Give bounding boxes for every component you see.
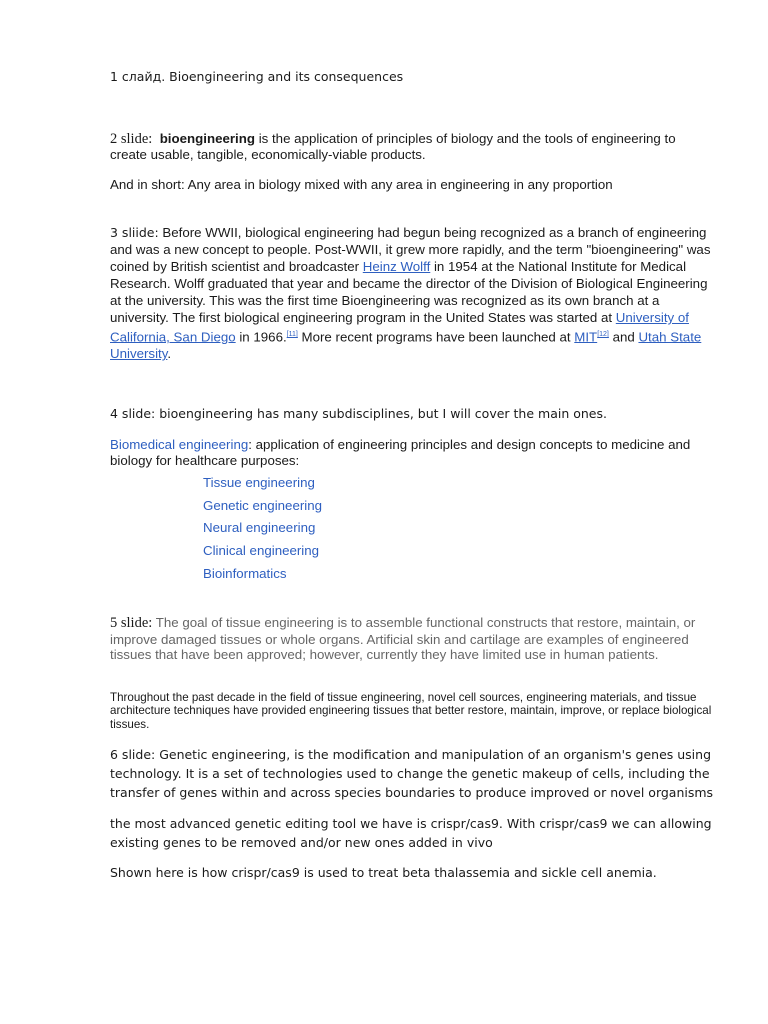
slide6-crispr: the most advanced genetic editing tool we have is crispr/cas9. With crispr/cas9 we can allowing existing genes to be removed and/or new ones added in vivo bbox=[110, 816, 712, 850]
slide5-label: 5 slide: bbox=[110, 615, 153, 631]
slide2-label: 2 slide: bbox=[110, 131, 153, 147]
slide5-text: The goal of tissue engineering is to assemble functional constructs that restore, maintain, or improve damaged tissues or whole organs. Artificial skin and cartilage are examples of engineered tissues that have been approved; however, currently they have limited use in human patients. bbox=[110, 615, 696, 662]
slide1-title: 1 слайд. Bioengineering and its consequences bbox=[110, 69, 404, 84]
slide2-definition: is the application of principles of biology and the tools of engineering to create usable, tangible, economically-viable products. bbox=[110, 131, 676, 162]
slide3-text-c: in 1966. bbox=[235, 329, 287, 345]
slide2-short: And in short: Any area in biology mixed with any area in engineering in any proportion bbox=[110, 177, 613, 192]
subdiscipline-list bbox=[203, 474, 322, 587]
utah-state-link[interactable]: Utah State University bbox=[110, 329, 702, 362]
heinz-wolff-link[interactable]: Heinz Wolff bbox=[362, 259, 431, 274]
slide3-text-e: and bbox=[608, 329, 639, 345]
subdiscipline-item: Genetic engineering bbox=[203, 497, 323, 513]
subdiscipline-item: Tissue engineering bbox=[203, 475, 315, 490]
biomedical-definition: : application of engineering principles and design concepts to medicine and biology for healthcare purposes: bbox=[110, 437, 691, 468]
biomedical-term: Biomedical engineering bbox=[110, 437, 249, 452]
slide3-text-b: in 1954 at the National Institute for Medical Research. Wolff graduated that year and became the director of the Division of Biological Engineering at the university. This was the first time Bioengineering was recognized as its own branch at a university. The first biological engineering program in the United States was started at bbox=[110, 259, 708, 325]
slide3-text-f: . bbox=[167, 346, 172, 362]
slide2-paragraph bbox=[110, 131, 715, 163]
mit-link[interactable]: MIT bbox=[574, 329, 598, 345]
subdiscipline-item: Neural engineering bbox=[203, 520, 316, 536]
biomedical-paragraph bbox=[110, 437, 715, 469]
slide2-term: bioengineering bbox=[159, 131, 255, 146]
slide5-paragraph bbox=[110, 615, 715, 663]
slide6-shown: Shown here is how crispr/cas9 is used to treat beta thalassemia and sickle cell anemia. bbox=[110, 865, 657, 880]
ucsd-link[interactable]: University of California, San Diego bbox=[110, 310, 689, 345]
slide5-decade: Throughout the past decade in the field of tissue engineering, novel cell sources, engineering materials, and tissue architecture techniques have provided engineering tissues that better restore, maintain, improve, or replace biological tissues. bbox=[110, 691, 712, 731]
slide6-paragraph: 6 slide: Genetic engineering, is the modification and manipulation of an organism's genes using technology. It is a set of technologies used to change the genetic makeup of cells, including the transfer of genes within and across species boundaries to produce improved or novel organisms bbox=[110, 747, 714, 800]
slide3-text-d: More recent programs have been launched at bbox=[297, 329, 575, 345]
slide4-intro: 4 slide: bioengineering has many subdisciplines, but I will cover the main ones. bbox=[110, 406, 607, 421]
subdiscipline-item: Bioinformatics bbox=[203, 565, 287, 581]
slide3-paragraph bbox=[110, 224, 715, 362]
reference-12[interactable]: [12] bbox=[597, 331, 609, 338]
reference-11[interactable]: [11] bbox=[286, 331, 298, 338]
slide3-text-a: Before WWII, biological engineering had begun being recognized as a branch of engineering and was a new concept to people. Post-WWII, it grew more rapidly, and the term "bioengineering" was coined by British scientist and broadcaster bbox=[110, 225, 711, 274]
slide3-label: 3 sliide: bbox=[110, 225, 159, 240]
subdiscipline-item: Clinical engineering bbox=[203, 543, 320, 559]
